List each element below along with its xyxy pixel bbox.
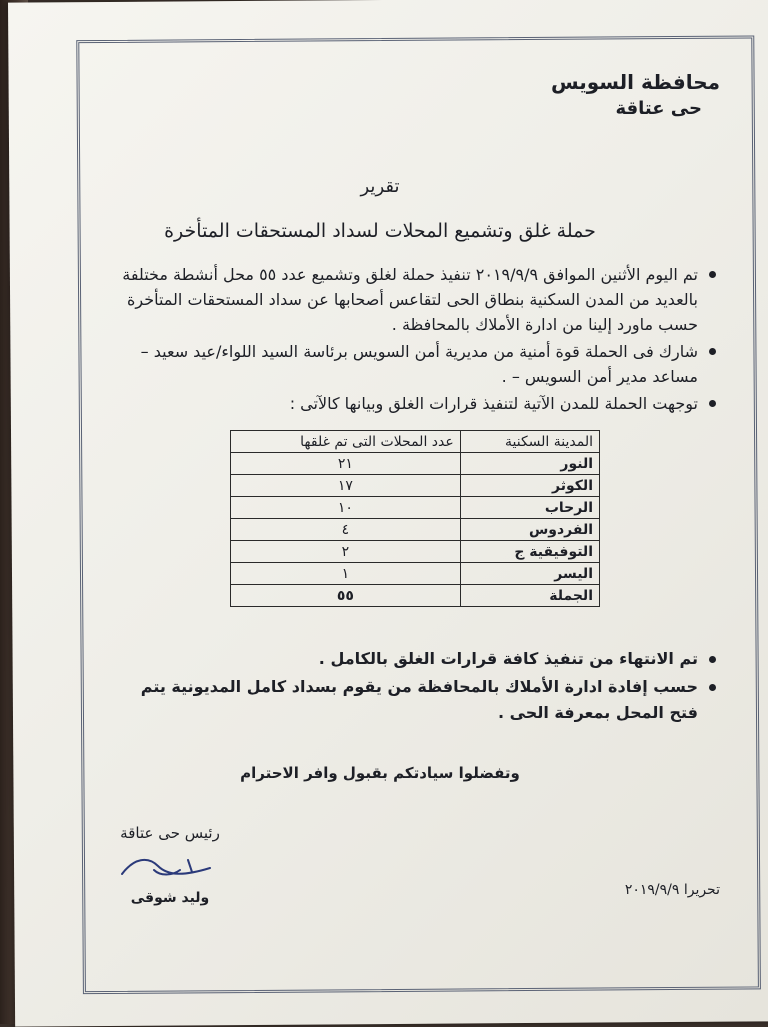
district-header: حى عتاقة bbox=[615, 98, 702, 119]
city-cell: النور bbox=[460, 453, 599, 475]
total-label-cell: الجملة bbox=[460, 585, 599, 607]
city-cell: اليسر bbox=[460, 563, 599, 585]
handwritten-signature bbox=[114, 846, 224, 886]
bullet-item: تم الانتهاء من تنفيذ كافة قرارات الغلق بالكامل . bbox=[120, 646, 720, 672]
bullet-item: شارك فى الحملة قوة أمنية من مديرية أمن السويس برئاسة السيد اللواء/عيد سعيد – مساعد مدير أمن السويس – . bbox=[120, 339, 720, 389]
count-cell: ٢١ bbox=[231, 453, 461, 475]
bullet-item: تم اليوم الأثنين الموافق ٢٠١٩/٩/٩ تنفيذ حملة لغلق وتشميع عدد ٥٥ محل أنشطة مختلفة بالعديد من المدن السكنية بنطاق الحى لتقاعس أصحابها عن سداد المستحقات المتأخرة حسب ماورد إلينا من ادارة الأملاك بالمحافظة . bbox=[120, 262, 720, 337]
governorate-header: محافظة السويس bbox=[550, 70, 720, 94]
report-subtitle: حملة غلق وتشميع المحلات لسداد المستحقات المتأخرة bbox=[164, 220, 596, 242]
city-cell: الكوثر bbox=[460, 475, 599, 497]
table-row bbox=[231, 519, 600, 541]
count-cell: ٢ bbox=[231, 541, 461, 563]
total-count-cell: ٥٥ bbox=[231, 585, 461, 607]
count-cell: ١ bbox=[231, 563, 461, 585]
column-header-count: عدد المحلات التى تم غلقها bbox=[231, 431, 461, 453]
table-row bbox=[231, 453, 600, 475]
table-row bbox=[231, 563, 600, 585]
date-line: تحريرا ٢٠١٩/٩/٩ bbox=[624, 882, 720, 898]
signatory-name: وليد شوقى bbox=[130, 890, 210, 906]
count-cell: ١٧ bbox=[231, 475, 461, 497]
count-cell: ٤ bbox=[231, 519, 461, 541]
signatory-title: رئيس حى عتاقة bbox=[120, 824, 220, 842]
table-total-row bbox=[231, 585, 600, 607]
report-bullets bbox=[120, 262, 720, 418]
count-cell: ١٠ bbox=[231, 497, 461, 519]
city-cell: التوفيقية ج bbox=[460, 541, 599, 563]
city-cell: الفردوس bbox=[460, 519, 599, 541]
report-title: تقرير bbox=[360, 176, 400, 197]
table-header-row bbox=[231, 431, 600, 453]
document-content bbox=[100, 64, 720, 964]
bullet-item: حسب إفادة ادارة الأملاك بالمحافظة من يقوم بسداد كامل المديونية يتم فتح المحل بمعرفة الحى . bbox=[120, 674, 720, 726]
bullet-item: توجهت الحملة للمدن الآتية لتنفيذ قرارات الغلق وبيانها كالآتى : bbox=[120, 391, 720, 416]
column-header-city: المدينة السكنية bbox=[460, 431, 599, 453]
table-row bbox=[231, 475, 600, 497]
closing-line: وتفضلوا سيادتكم بقبول وافر الاحترام bbox=[240, 764, 520, 782]
conclusion-bullets bbox=[120, 646, 720, 728]
table-row bbox=[231, 497, 600, 519]
table-row bbox=[231, 541, 600, 563]
closures-table bbox=[230, 430, 600, 607]
city-cell: الرحاب bbox=[460, 497, 599, 519]
